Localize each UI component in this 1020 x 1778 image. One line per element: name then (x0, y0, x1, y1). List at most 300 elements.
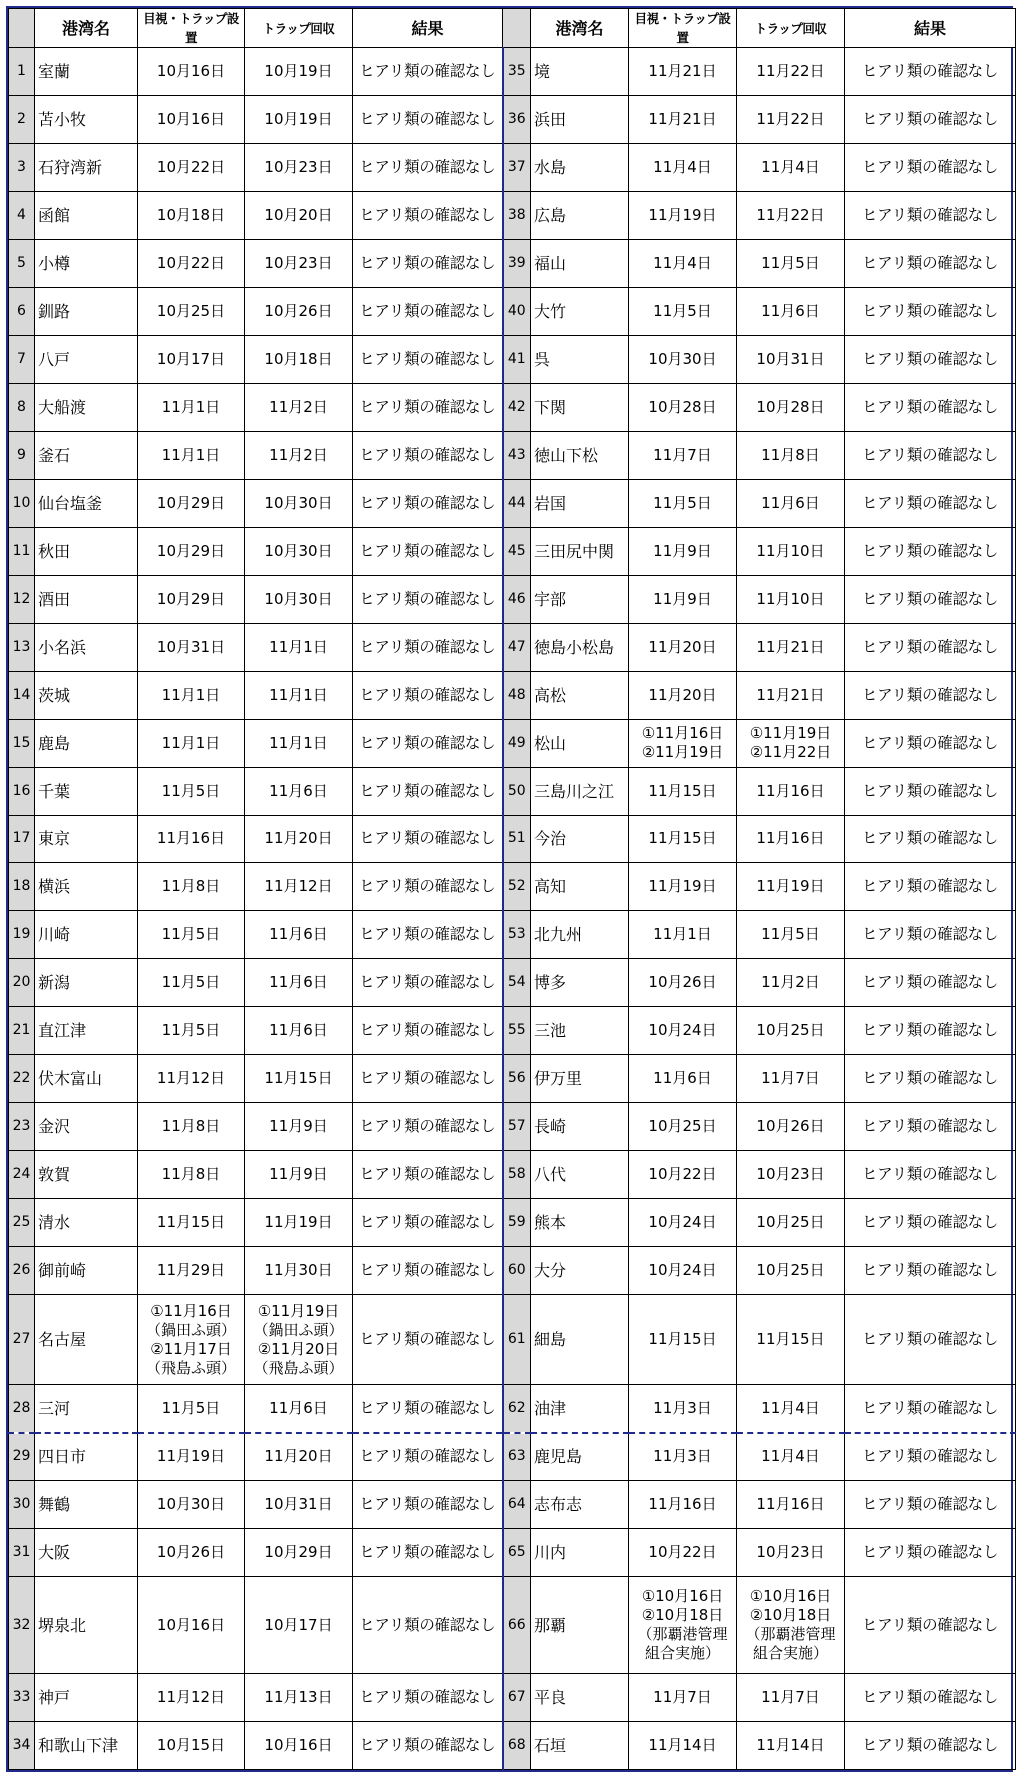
date-line: 11月21日 (756, 685, 825, 704)
port-name: 三池 (531, 1007, 629, 1055)
date-line: ②11月17日 (150, 1339, 232, 1358)
table-row (9, 911, 1016, 959)
collect-date (245, 1103, 353, 1151)
row-number: 18 (9, 863, 35, 911)
result-text: ヒアリ類の確認なし (845, 1529, 1016, 1577)
setup-date (138, 1151, 245, 1199)
row-number: 33 (9, 1674, 35, 1722)
row-number: 51 (503, 815, 531, 863)
port-name: 釧路 (35, 287, 138, 335)
row-number: 25 (9, 1199, 35, 1247)
date-line: 10月30日 (648, 349, 717, 368)
row-number: 27 (9, 1295, 35, 1385)
date-line: 10月24日 (648, 1021, 717, 1040)
collect-date (737, 1674, 845, 1722)
date-line: 11月15日 (264, 1069, 333, 1088)
row-number: 30 (9, 1481, 35, 1529)
port-name: 仙台塩釜 (35, 479, 138, 527)
date-line: 11月9日 (653, 541, 712, 560)
port-name: 川内 (531, 1529, 629, 1577)
port-name: 石狩湾新 (35, 143, 138, 191)
header-no-right (503, 9, 531, 48)
port-name: 伏木富山 (35, 1055, 138, 1103)
date-line: 11月21日 (756, 637, 825, 656)
port-name: 秋田 (35, 527, 138, 575)
row-number: 29 (9, 1433, 35, 1481)
port-name: 高松 (531, 671, 629, 719)
port-name: 細島 (531, 1295, 629, 1385)
row-number: 5 (9, 239, 35, 287)
date-line: 10月15日 (156, 1735, 226, 1754)
date-line: 11月20日 (264, 829, 333, 848)
result-text: ヒアリ類の確認なし (353, 1674, 503, 1722)
result-text: ヒアリ類の確認なし (353, 191, 503, 239)
date-line: 11月8日 (161, 877, 221, 896)
port-name: 博多 (531, 959, 629, 1007)
collect-date (737, 191, 845, 239)
date-line: 10月31日 (156, 637, 226, 656)
result-text: ヒアリ類の確認なし (353, 527, 503, 575)
result-text: ヒアリ類の確認なし (353, 1529, 503, 1577)
date-line: 11月22日 (756, 61, 825, 80)
collect-date (737, 335, 845, 383)
setup-date (138, 1295, 245, 1385)
result-text: ヒアリ類の確認なし (353, 1295, 503, 1385)
setup-date (138, 1529, 245, 1577)
setup-date (629, 863, 737, 911)
collect-date (245, 191, 353, 239)
result-text: ヒアリ類の確認なし (845, 1199, 1016, 1247)
setup-date (138, 287, 245, 335)
setup-date (138, 48, 245, 96)
result-text: ヒアリ類の確認なし (353, 623, 503, 671)
collect-date (737, 95, 845, 143)
collect-date (737, 575, 845, 623)
date-line: 10月22日 (648, 1543, 717, 1562)
collect-date (737, 1577, 845, 1674)
table-row (9, 479, 1016, 527)
setup-date (629, 767, 737, 815)
date-line: 11月5日 (761, 253, 820, 272)
port-name: 北九州 (531, 911, 629, 959)
port-name: 八戸 (35, 335, 138, 383)
setup-date (138, 863, 245, 911)
collect-date (245, 1577, 353, 1674)
collect-date (737, 623, 845, 671)
collect-date (245, 1151, 353, 1199)
collect-date (245, 287, 353, 335)
row-number: 14 (9, 671, 35, 719)
collect-date (245, 767, 353, 815)
date-line: 10月23日 (264, 157, 333, 176)
result-text: ヒアリ類の確認なし (353, 335, 503, 383)
setup-date (138, 959, 245, 1007)
port-name: 直江津 (35, 1007, 138, 1055)
result-text: ヒアリ類の確認なし (845, 1385, 1016, 1433)
header-setup-left: 目視・トラップ設置 (138, 9, 245, 48)
setup-date (629, 1481, 737, 1529)
result-text: ヒアリ類の確認なし (845, 1674, 1016, 1722)
setup-date (629, 527, 737, 575)
date-line: 11月7日 (761, 1069, 820, 1088)
table-row (9, 48, 1016, 96)
table-row (9, 383, 1016, 431)
collect-date (245, 911, 353, 959)
collect-date (737, 767, 845, 815)
date-line: ①11月16日 (150, 1301, 232, 1320)
date-line: 10月16日 (264, 1735, 333, 1754)
date-line: 10月28日 (756, 397, 825, 416)
date-line: 11月1日 (161, 445, 221, 464)
table-row (9, 431, 1016, 479)
setup-date (138, 623, 245, 671)
result-text: ヒアリ類の確認なし (845, 623, 1016, 671)
collect-date (245, 143, 353, 191)
setup-date (138, 575, 245, 623)
result-text: ヒアリ類の確認なし (353, 1055, 503, 1103)
port-name: 石垣 (531, 1721, 629, 1769)
port-name: 今治 (531, 815, 629, 863)
date-line: 11月7日 (653, 1687, 712, 1706)
header-setup-right: 目視・トラップ設置 (629, 9, 737, 48)
result-text: ヒアリ類の確認なし (845, 1055, 1016, 1103)
setup-date (138, 191, 245, 239)
date-line: 10月26日 (264, 301, 333, 320)
table-row (9, 671, 1016, 719)
date-line: 11月16日 (756, 829, 825, 848)
date-line: 11月5日 (161, 973, 221, 992)
collect-date (737, 1385, 845, 1433)
row-number: 12 (9, 575, 35, 623)
date-line: （那覇港管理 (637, 1625, 728, 1644)
date-line: 10月20日 (264, 205, 333, 224)
row-number: 23 (9, 1103, 35, 1151)
row-number: 17 (9, 815, 35, 863)
port-name: 敦賀 (35, 1151, 138, 1199)
result-text: ヒアリ類の確認なし (845, 431, 1016, 479)
result-text: ヒアリ類の確認なし (845, 959, 1016, 1007)
port-name: 呉 (531, 335, 629, 383)
date-line: 11月19日 (264, 1213, 333, 1232)
date-line: ②11月19日 (641, 743, 724, 762)
collect-date (737, 1151, 845, 1199)
date-line: 11月16日 (756, 781, 825, 800)
row-number: 31 (9, 1529, 35, 1577)
collect-date (737, 383, 845, 431)
setup-date (138, 1577, 245, 1674)
row-number: 47 (503, 623, 531, 671)
row-number: 1 (9, 48, 35, 96)
date-line: 11月5日 (161, 1399, 221, 1418)
collect-date (245, 623, 353, 671)
collect-date (245, 1433, 353, 1481)
date-line: ②10月18日 (641, 1606, 724, 1625)
result-text: ヒアリ類の確認なし (845, 911, 1016, 959)
result-text: ヒアリ類の確認なし (845, 1103, 1016, 1151)
date-line: 10月26日 (648, 973, 717, 992)
collect-date (737, 1103, 845, 1151)
setup-date (138, 1247, 245, 1295)
date-line: （鍋田ふ頭） (145, 1320, 236, 1339)
setup-date (629, 1151, 737, 1199)
setup-date (138, 719, 245, 767)
result-text: ヒアリ類の確認なし (845, 1481, 1016, 1529)
result-text: ヒアリ類の確認なし (845, 719, 1016, 767)
setup-date (138, 767, 245, 815)
row-number: 13 (9, 623, 35, 671)
port-name: 境 (531, 48, 629, 96)
table-row (9, 719, 1016, 767)
collect-date (737, 1247, 845, 1295)
date-line: 11月13日 (264, 1687, 333, 1706)
setup-date (138, 1055, 245, 1103)
port-name: 函館 (35, 191, 138, 239)
port-name: 三河 (35, 1385, 138, 1433)
setup-date (138, 1385, 245, 1433)
table-body (9, 48, 1016, 1770)
row-number: 8 (9, 383, 35, 431)
table-row (9, 1151, 1016, 1199)
setup-date (138, 1433, 245, 1481)
row-number: 24 (9, 1151, 35, 1199)
port-name: 大阪 (35, 1529, 138, 1577)
table-row (9, 191, 1016, 239)
port-name: 茨城 (35, 671, 138, 719)
date-line: 11月14日 (648, 1735, 717, 1754)
header-no-left (9, 9, 35, 48)
setup-date (138, 239, 245, 287)
result-text: ヒアリ類の確認なし (353, 1007, 503, 1055)
collect-date (737, 479, 845, 527)
row-number: 43 (503, 431, 531, 479)
date-line: 11月2日 (269, 397, 328, 416)
collect-date (245, 815, 353, 863)
result-text: ヒアリ類の確認なし (353, 1199, 503, 1247)
setup-date (629, 1721, 737, 1769)
setup-date (629, 1529, 737, 1577)
setup-date (138, 383, 245, 431)
port-name: 新潟 (35, 959, 138, 1007)
date-line: 11月8日 (161, 1165, 221, 1184)
date-line: 11月1日 (269, 733, 328, 752)
setup-date (138, 1721, 245, 1769)
collect-date (737, 1295, 845, 1385)
result-text: ヒアリ類の確認なし (845, 1151, 1016, 1199)
port-name: 浜田 (531, 95, 629, 143)
row-number: 9 (9, 431, 35, 479)
table-row (9, 815, 1016, 863)
result-text: ヒアリ類の確認なし (353, 959, 503, 1007)
collect-date (245, 95, 353, 143)
date-line: 11月4日 (761, 157, 820, 176)
result-text: ヒアリ類の確認なし (353, 1103, 503, 1151)
date-line: 11月6日 (269, 781, 328, 800)
collect-date (245, 863, 353, 911)
collect-date (245, 1199, 353, 1247)
port-name: 徳山下松 (531, 431, 629, 479)
row-number: 36 (503, 95, 531, 143)
date-line: 11月15日 (648, 781, 717, 800)
table-row (9, 143, 1016, 191)
collect-date (245, 1247, 353, 1295)
date-line: （飛島ふ頭） (253, 1358, 344, 1377)
table-row (9, 1674, 1016, 1722)
row-number: 58 (503, 1151, 531, 1199)
date-line: 11月16日 (756, 1495, 825, 1514)
date-line: 10月30日 (264, 541, 333, 560)
date-line: 10月25日 (156, 301, 226, 320)
result-text: ヒアリ類の確認なし (353, 863, 503, 911)
table-row (9, 527, 1016, 575)
date-line: 11月21日 (648, 109, 717, 128)
result-text: ヒアリ類の確認なし (353, 1151, 503, 1199)
row-number: 53 (503, 911, 531, 959)
port-name: 和歌山下津 (35, 1721, 138, 1769)
result-text: ヒアリ類の確認なし (845, 287, 1016, 335)
row-number: 56 (503, 1055, 531, 1103)
date-line: （鍋田ふ頭） (253, 1320, 344, 1339)
port-name: 松山 (531, 719, 629, 767)
port-name: 鹿島 (35, 719, 138, 767)
collect-date (737, 959, 845, 1007)
collect-date (245, 431, 353, 479)
result-text: ヒアリ類の確認なし (845, 1721, 1016, 1769)
row-number: 19 (9, 911, 35, 959)
date-line: 11月4日 (761, 1447, 820, 1466)
port-name: 名古屋 (35, 1295, 138, 1385)
date-line: 11月15日 (756, 1330, 825, 1349)
port-name: 苫小牧 (35, 95, 138, 143)
date-line: 11月22日 (756, 109, 825, 128)
date-line: 11月2日 (761, 973, 820, 992)
date-line: 10月16日 (156, 1615, 226, 1634)
result-text: ヒアリ類の確認なし (353, 95, 503, 143)
date-line: 10月25日 (648, 1117, 717, 1136)
row-number: 50 (503, 767, 531, 815)
row-number: 66 (503, 1577, 531, 1674)
result-text: ヒアリ類の確認なし (353, 1577, 503, 1674)
port-name: 川崎 (35, 911, 138, 959)
collect-date (737, 671, 845, 719)
port-name: 伊万里 (531, 1055, 629, 1103)
setup-date (629, 479, 737, 527)
port-name: 四日市 (35, 1433, 138, 1481)
date-line: 10月26日 (156, 1543, 226, 1562)
port-name: 鹿児島 (531, 1433, 629, 1481)
date-line: 11月19日 (156, 1447, 226, 1466)
setup-date (629, 623, 737, 671)
date-line: 10月24日 (648, 1213, 717, 1232)
collect-date (737, 911, 845, 959)
port-name: 下関 (531, 383, 629, 431)
port-name: 清水 (35, 1199, 138, 1247)
result-text: ヒアリ類の確認なし (353, 48, 503, 96)
row-number: 62 (503, 1385, 531, 1433)
row-number: 10 (9, 479, 35, 527)
date-line: 11月8日 (161, 1117, 221, 1136)
port-name: 御前崎 (35, 1247, 138, 1295)
date-line: 11月16日 (156, 829, 226, 848)
date-line: 10月22日 (156, 253, 226, 272)
date-line: 11月20日 (264, 1447, 333, 1466)
setup-date (629, 1674, 737, 1722)
port-name: 小樽 (35, 239, 138, 287)
collect-date (737, 431, 845, 479)
date-line: 11月1日 (161, 733, 221, 752)
setup-date (629, 671, 737, 719)
setup-date (629, 911, 737, 959)
date-line: 10月23日 (756, 1543, 825, 1562)
row-number: 54 (503, 959, 531, 1007)
date-line: 10月16日 (156, 61, 226, 80)
collect-date (245, 1481, 353, 1529)
setup-date (629, 287, 737, 335)
table-row (9, 863, 1016, 911)
date-line: 11月6日 (761, 301, 820, 320)
date-line: 11月20日 (648, 685, 717, 704)
row-number: 39 (503, 239, 531, 287)
result-text: ヒアリ類の確認なし (845, 1007, 1016, 1055)
date-line: 10月30日 (264, 589, 333, 608)
result-text: ヒアリ類の確認なし (845, 1577, 1016, 1674)
date-line: 11月19日 (648, 877, 717, 896)
date-line: ①10月16日 (749, 1587, 832, 1606)
date-line: 11月6日 (269, 1399, 328, 1418)
date-line: 10月28日 (648, 397, 717, 416)
date-line: 11月4日 (653, 157, 712, 176)
date-line: 10月19日 (264, 109, 333, 128)
row-number: 59 (503, 1199, 531, 1247)
port-name: 油津 (531, 1385, 629, 1433)
setup-date (629, 1007, 737, 1055)
collect-date (245, 1055, 353, 1103)
date-line: 10月23日 (756, 1165, 825, 1184)
date-line: 11月5日 (161, 1021, 221, 1040)
result-text: ヒアリ類の確認なし (353, 239, 503, 287)
table-row (9, 1055, 1016, 1103)
result-text: ヒアリ類の確認なし (353, 1721, 503, 1769)
date-line: 10月17日 (264, 1615, 333, 1634)
setup-date (138, 1007, 245, 1055)
result-text: ヒアリ類の確認なし (353, 767, 503, 815)
collect-date (737, 1433, 845, 1481)
collect-date (245, 1007, 353, 1055)
setup-date (138, 1199, 245, 1247)
date-line: 11月1日 (653, 925, 712, 944)
port-name: 横浜 (35, 863, 138, 911)
setup-date (629, 1055, 737, 1103)
collect-date (245, 1295, 353, 1385)
date-line: 10月25日 (756, 1021, 825, 1040)
row-number: 34 (9, 1721, 35, 1769)
date-line: 10月22日 (156, 157, 226, 176)
setup-date (138, 479, 245, 527)
setup-date (629, 48, 737, 96)
date-line: 10月30日 (264, 493, 333, 512)
survey-table-frame (6, 6, 1013, 1772)
row-number: 57 (503, 1103, 531, 1151)
collect-date (245, 527, 353, 575)
collect-date (245, 335, 353, 383)
row-number: 21 (9, 1007, 35, 1055)
result-text: ヒアリ類の確認なし (353, 1385, 503, 1433)
row-number: 38 (503, 191, 531, 239)
date-line: 11月10日 (756, 589, 825, 608)
setup-date (138, 1103, 245, 1151)
table-row (9, 335, 1016, 383)
collect-date (737, 1007, 845, 1055)
port-name: 水島 (531, 143, 629, 191)
